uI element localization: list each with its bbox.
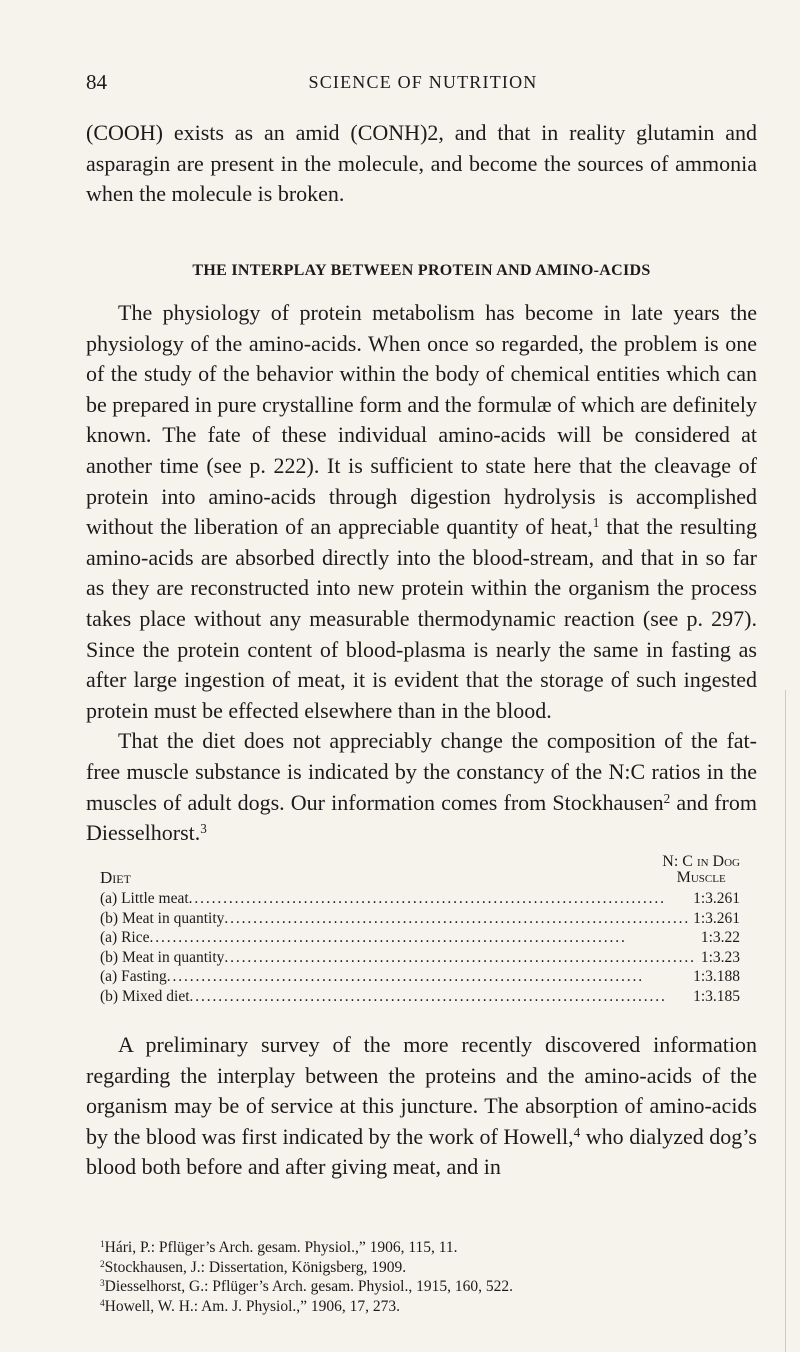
footnote-text: Stockhausen, J.: Dissertation, Königsberg, 1909. (104, 1258, 407, 1276)
footnote-mark: 1 (100, 1239, 105, 1250)
footnote (100, 1297, 760, 1317)
table-row (100, 928, 740, 948)
table-header (100, 854, 740, 888)
row-value: 1:3.23 (700, 948, 740, 966)
row-label: (b) Meat in quantity (100, 909, 225, 927)
row-value: 1:3.22 (700, 929, 740, 947)
dot-leader (189, 889, 689, 909)
footnotes (100, 1238, 760, 1316)
page-number: 84 (86, 70, 107, 94)
table-row (100, 987, 740, 1007)
footnote-ref: 4 (573, 1124, 581, 1140)
row-value: 1:3.185 (693, 987, 740, 1005)
footnote-ref: 1 (592, 514, 600, 530)
footnote-ref: 2 (663, 790, 671, 806)
row-label: (a) Fasting (100, 968, 167, 986)
continued-paragraph: (COOH) exists as an amid (CONH)2, and that in reality glutamin and asparagin are present in the molecule, and become the sources of ammonia when the molecule is broken. (86, 120, 757, 207)
row-value: 1:3.188 (693, 968, 740, 986)
dot-leader (167, 967, 689, 987)
table-row (100, 948, 740, 968)
main-text-block (86, 298, 757, 849)
footnote-text: Diesselhorst, G.: Pflüger’s Arch. gesam. Physiol., 1915, 160, 522. (104, 1278, 513, 1296)
paragraph-preliminary-survey (86, 1030, 757, 1183)
footnote-text: Howell, W. H.: Am. J. Physiol.,” 1906, 17, 273. (104, 1297, 401, 1315)
running-head (86, 70, 760, 96)
row-label: (a) Rice (100, 929, 150, 947)
dot-leader (224, 909, 689, 929)
paragraph-text: and from Diesselhorst. (86, 789, 757, 846)
closing-text-block (86, 1030, 757, 1183)
row-label: (a) Little meat (100, 890, 189, 907)
column-header-ratio-line2: Muscle (676, 869, 726, 886)
paragraph-text: A preliminary survey of the more recently discovered information regarding the interplay between the proteins and the amino-acids of the organism may be of service at this juncture. The absorption of amino-acids by the blood was first indicated by the work of Howell, (86, 1032, 757, 1149)
row-value: 1:3.261 (693, 909, 740, 927)
footnote (100, 1238, 760, 1258)
footnote-mark: 3 (100, 1279, 105, 1290)
page-edge-divider (785, 690, 792, 1352)
paragraph-text: that the resulting amino-acids are absorbed directly into the blood-stream, and that in so far as they are reconstructed into new protein within the organism the process takes place without any measurable thermodynamic reaction (see p. 297). Since the protein content of blood-plasma is nearly the same in fasting as after large ingestion of meat, it is evident that the storage of such ingested protein must be effected elsewhere than in the blood. (86, 514, 757, 723)
running-title: SCIENCE OF NUTRITION (308, 72, 538, 92)
row-value: 1:3.261 (693, 890, 740, 907)
footnote-text: Hári, P.: Pflüger’s Arch. gesam. Physiol.,” 1906, 115, 11. (104, 1239, 458, 1256)
dot-leader (224, 948, 696, 968)
continued-paragraph-block (86, 118, 757, 210)
footnote-mark: 4 (100, 1298, 105, 1309)
table-row (100, 889, 740, 909)
dot-leader (149, 928, 696, 948)
section-heading: THE INTERPLAY BETWEEN PROTEIN AND AMINO-ACIDS (192, 262, 651, 279)
paragraph-nc-ratio (86, 726, 757, 848)
footnote (100, 1277, 760, 1297)
ratio-table (100, 889, 740, 1007)
footnote-ref: 3 (200, 820, 207, 836)
paragraph-text: That the diet does not appreciably change the composition of the fat-free muscle substance is indicated by the constancy of the N:C ratios in the muscles of adult dogs. Our information comes from Stockhausen (86, 728, 757, 815)
column-header-ratio (662, 854, 740, 886)
column-header-diet: Diet (100, 868, 131, 887)
row-label: (b) Meat in quantity (100, 948, 225, 966)
paragraph-text: who dialyzed dog’s blood both before and after giving meat, and in (86, 1123, 757, 1180)
row-label: (b) Mixed diet (100, 987, 190, 1005)
table-row (100, 967, 740, 987)
dot-leader (190, 987, 690, 1007)
footnote (100, 1258, 760, 1278)
paragraph-text: The physiology of protein metabolism has become in late years the physiology of the amino-acids. When once so regarded, the problem is one of the study of the behavior within the body of chemical entities which can be prepared in pure crystalline form and the formulæ of which are definitely known. The fate of these individual amino-acids will be considered at another time (see p. 222). It is sufficient to state here that the cleavage of protein into amino-acids through digestion hydrolysis is accomplished without the liberation of an appreciable quantity of heat, (86, 300, 757, 540)
column-header-ratio-line1: N: C in Dog (662, 853, 740, 870)
footnote-mark: 2 (100, 1259, 105, 1270)
paragraph-protein-metabolism (86, 298, 757, 726)
table-row (100, 909, 740, 929)
